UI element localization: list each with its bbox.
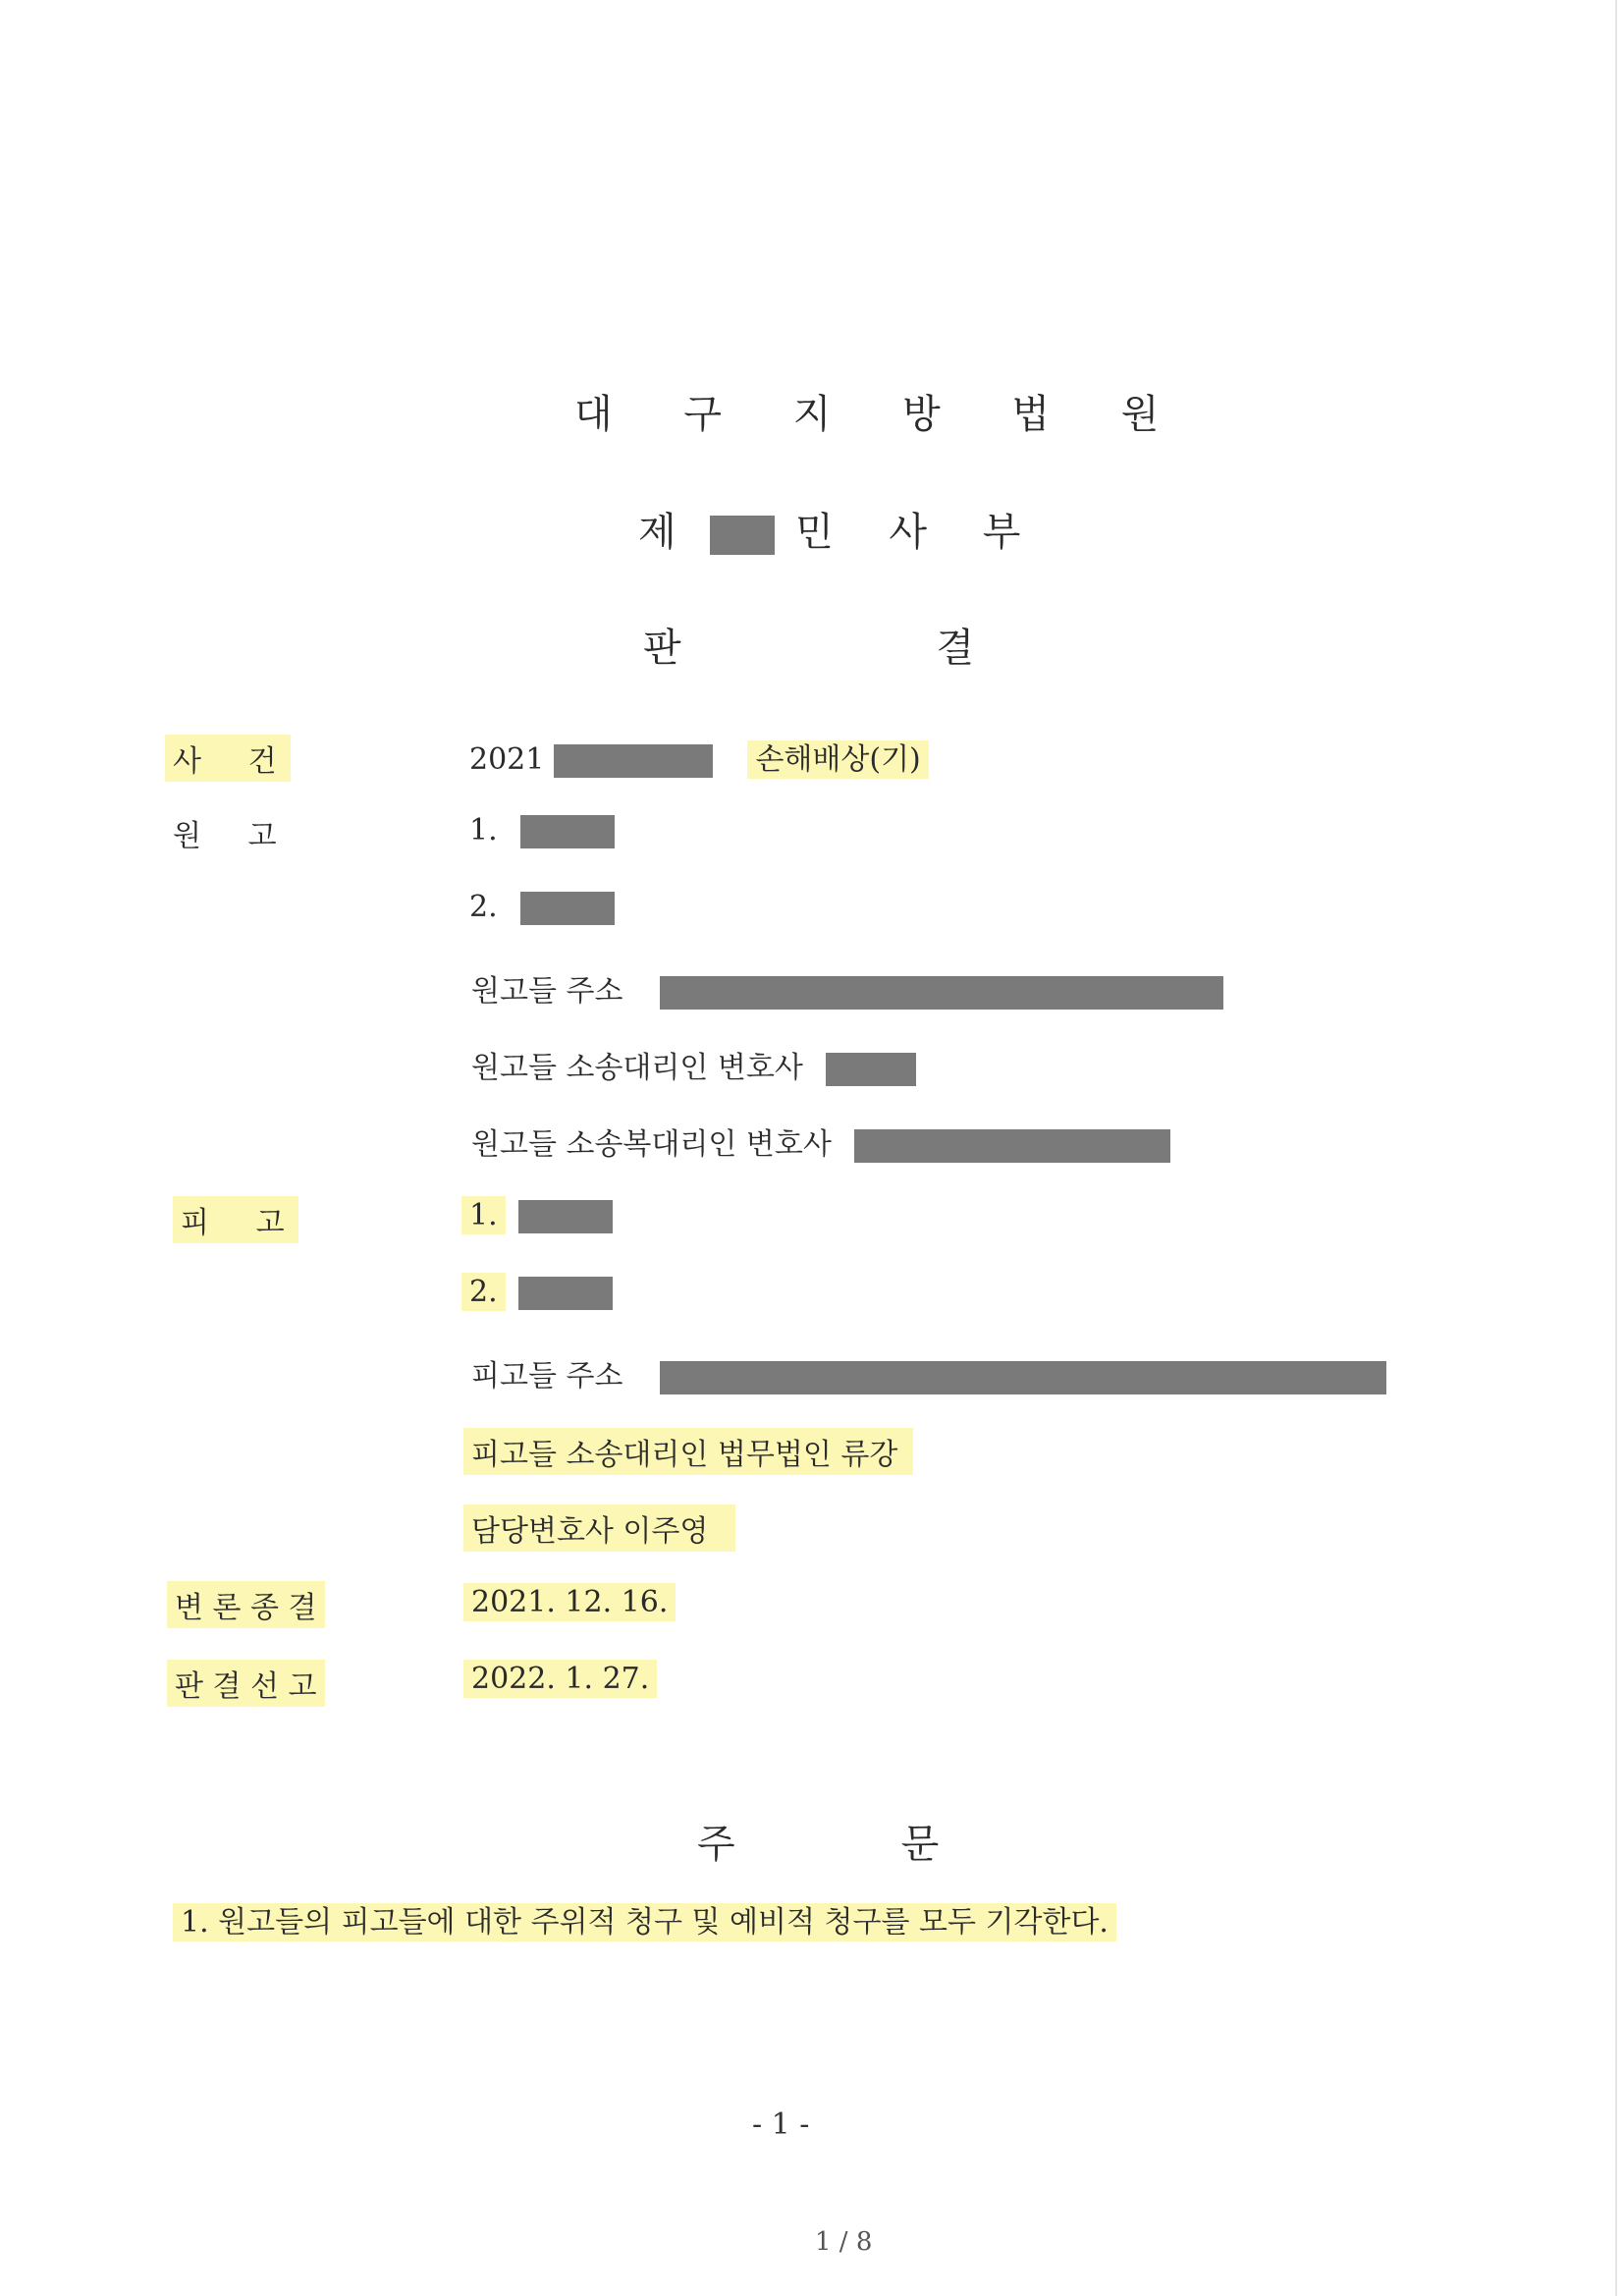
- closing-date: 2021. 12. 16.: [463, 1583, 676, 1621]
- redaction-block: [660, 1361, 1386, 1394]
- plaintiff-sub-attorney-label: 원고들 소송복대리인 변호사: [471, 1127, 832, 1162]
- division-line: [638, 501, 1042, 557]
- plaintiff-2-number: 2.: [469, 890, 498, 924]
- redaction-block: [826, 1053, 916, 1086]
- defendant-lawyer: 담당변호사 이주영: [463, 1504, 735, 1552]
- redaction-block: [520, 892, 615, 925]
- closing-label: 변 론 종 결: [167, 1581, 325, 1628]
- defendant-1-row: [461, 1198, 613, 1233]
- verdict-date: 2022. 1. 27.: [463, 1660, 657, 1698]
- plaintiff-sub-attorney-row: [471, 1120, 1170, 1163]
- defendant-2-row: [461, 1275, 613, 1310]
- plaintiff-1-number: 1.: [469, 813, 498, 847]
- division-suffix: 민 사 부: [795, 510, 1043, 555]
- defendant-label: 피 고: [173, 1196, 298, 1243]
- page-marker: - 1 -: [752, 2107, 810, 2142]
- division-prefix: 제: [638, 510, 676, 555]
- redaction-block: [710, 516, 775, 555]
- case-type: 손해배상(기): [747, 740, 928, 779]
- plaintiff-attorney-label: 원고들 소송대리인 변호사: [471, 1051, 803, 1085]
- plaintiff-attorney-row: [471, 1043, 916, 1086]
- court-name: 대 구 지 방 법 원: [574, 392, 1189, 437]
- order-heading: 주 문: [697, 1822, 949, 1867]
- defendant-2-number: 2.: [461, 1273, 506, 1311]
- case-row: [469, 735, 929, 778]
- verdict-label: 판 결 선 고: [167, 1660, 325, 1707]
- redaction-block: [518, 1200, 613, 1233]
- scan-edge-line: [1615, 0, 1617, 2296]
- document-type: 판 결: [643, 626, 985, 671]
- plaintiff-label: 원 고: [173, 819, 277, 853]
- plaintiff-address-label: 원고들 주소: [471, 974, 623, 1009]
- redaction-block: [660, 976, 1223, 1010]
- case-number: 2021: [469, 742, 545, 777]
- order-item-text: 1. 원고들의 피고들에 대한 주위적 청구 및 예비적 청구를 모두 기각한다.: [173, 1903, 1116, 1941]
- order-item: [173, 1897, 1116, 1941]
- page-counter: 1 / 8: [815, 2227, 873, 2257]
- defendant-address-row: [471, 1351, 1386, 1394]
- plaintiff-1-row: [469, 813, 615, 848]
- redaction-block: [554, 744, 713, 778]
- plaintiff-address-row: [471, 966, 1223, 1010]
- case-label: 사 건: [165, 735, 291, 782]
- redaction-block: [520, 815, 615, 848]
- redaction-block: [518, 1277, 613, 1310]
- redaction-block: [854, 1129, 1170, 1163]
- defendant-address-label: 피고들 주소: [471, 1359, 623, 1394]
- defendant-attorney: 피고들 소송대리인 법무법인 류강: [463, 1428, 913, 1475]
- defendant-1-number: 1.: [461, 1196, 506, 1234]
- plaintiff-2-row: [469, 890, 615, 925]
